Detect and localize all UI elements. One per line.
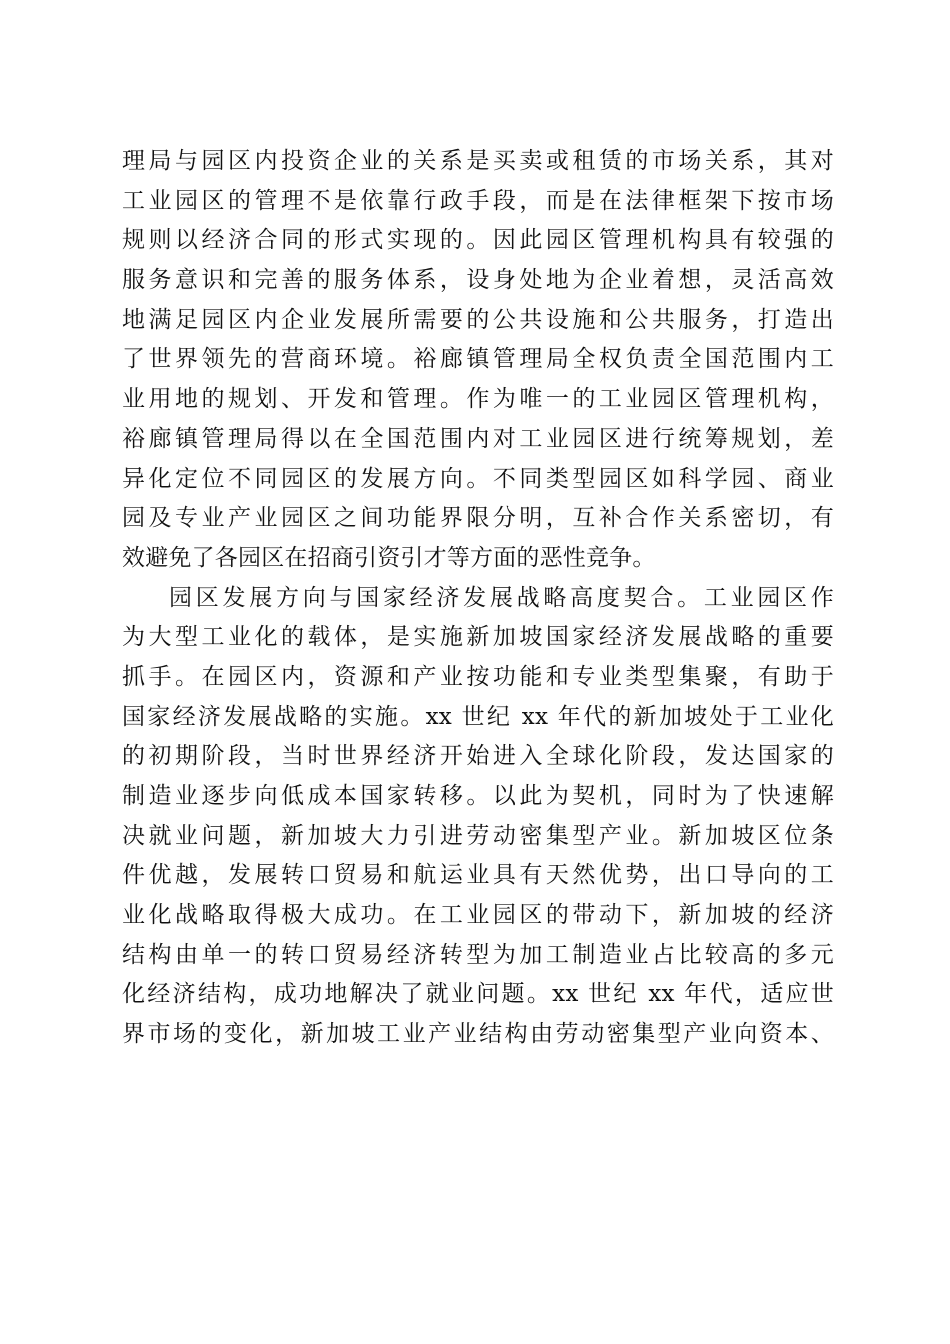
text-line: 为大型工业化的载体，是实施新加坡国家经济发展战略的重要 (122, 624, 834, 651)
text-line: 业化战略取得极大成功。在工业园区的带动下，新加坡的经济 (122, 902, 834, 929)
text-line: 规则以经济合同的形式实现的。因此园区管理机构具有较强的 (122, 227, 834, 254)
text-line: 件优越，发展转口贸易和航运业具有天然优势，出口导向的工 (122, 862, 834, 889)
text-line: 工业园区的管理不是依靠行政手段，而是在法律框架下按市场 (122, 187, 834, 214)
text-line: 的初期阶段，当时世界经济开始进入全球化阶段，发达国家的 (122, 743, 834, 770)
text-line: 园区发展方向与国家经济发展战略高度契合。工业园区作 (169, 584, 834, 611)
text-line: 异化定位不同园区的发展方向。不同类型园区如科学园、商业 (122, 465, 834, 492)
text-line: 裕廊镇管理局得以在全国范围内对工业园区进行统筹规划，差 (122, 425, 834, 452)
text-line: 结构由单一的转口贸易经济转型为加工制造业占比较高的多元 (122, 941, 834, 968)
text-line: 界市场的变化，新加坡工业产业结构由劳动密集型产业向资本、 (122, 1021, 834, 1048)
text-line: 化经济结构，成功地解决了就业问题。xx 世纪 xx 年代，适应世 (122, 981, 834, 1008)
text-line: 抓手。在园区内，资源和产业按功能和专业类型集聚，有助于 (122, 663, 834, 690)
body-text (122, 142, 834, 1055)
text-line: 制造业逐步向低成本国家转移。以此为契机，同时为了快速解 (122, 783, 834, 809)
text-line: 国家经济发展战略的实施。xx 世纪 xx 年代的新加坡处于工业化 (122, 703, 834, 730)
text-line: 效避免了各园区在招商引资引才等方面的恶性竞争。 (122, 544, 656, 571)
text-line: 了世界领先的营商环境。裕廊镇管理局全权负责全国范围内工 (122, 346, 834, 373)
text-line: 业用地的规划、开发和管理。作为唯一的工业园区管理机构， (122, 386, 834, 413)
text-line: 决就业问题，新加坡大力引进劳动密集型产业。新加坡区位条 (122, 822, 834, 849)
text-line: 服务意识和完善的服务体系，设身处地为企业着想，灵活高效 (122, 267, 834, 294)
text-line: 园及专业产业园区之间功能界限分明，互补合作关系密切，有 (122, 505, 834, 532)
text-line: 理局与园区内投资企业的关系是买卖或租赁的市场关系，其对 (122, 148, 834, 174)
text-line: 地满足园区内企业发展所需要的公共设施和公共服务，打造出 (122, 306, 834, 333)
